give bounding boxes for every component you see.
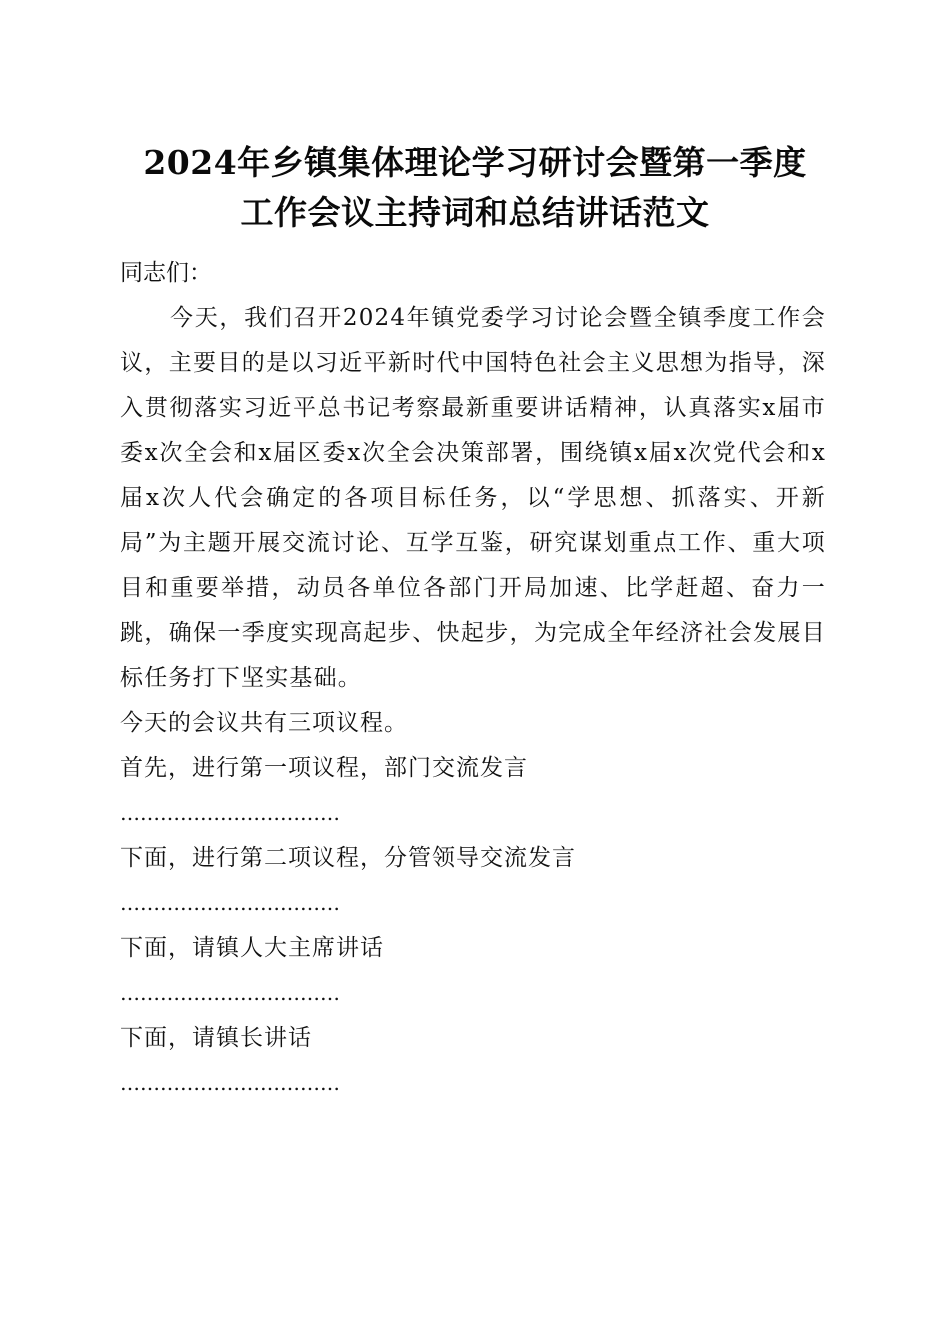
agenda-item-3-ellipsis: …………………………… <box>120 981 340 1005</box>
document-body <box>120 251 826 1106</box>
agenda-item-3: 下面，请镇人大主席讲话 <box>120 935 384 961</box>
agenda-item-4-ellipsis: …………………………… <box>120 1071 340 1095</box>
salutation: 同志们： <box>120 260 212 286</box>
agenda-intro: 今天的会议共有三项议程。 <box>120 710 408 736</box>
agenda-item-4: 下面，请镇长讲话 <box>120 1025 312 1051</box>
title-line-2: 工作会议主持词和总结讲话范文 <box>240 193 710 232</box>
agenda-item-1: 首先，进行第一项议程，部门交流发言 <box>120 755 528 781</box>
intro-paragraph: 今天，我们召开2024年镇党委学习讨论会暨全镇季度工作会议，主要目的是以习近平新时代中国特色社会主义思想为指导，深入贯彻落实习近平总书记考察最新重要讲话精神，认真落实x届市委x次全会和x届区委x次全会决策部署，围绕镇x届x次党代会和x届x次人代会确定的各项目标任务，以“学思想、抓落实、开新局”为主题开展交流讨论、互学互鉴，研究谋划重点工作、重大项目和重要举措，动员各单位各部门开局加速、比学赶超、奋力一跳，确保一季度实现高起步、快起步，为完成全年经济社会发展目标任务打下坚实基础。 <box>120 305 826 691</box>
agenda-item-1-ellipsis: …………………………… <box>120 801 340 825</box>
agenda-item-2-ellipsis: …………………………… <box>120 891 340 915</box>
title-line-1: 2024年乡镇集体理论学习研讨会暨第一季度 <box>143 143 807 182</box>
agenda-item-2: 下面，进行第二项议程，分管领导交流发言 <box>120 845 576 871</box>
document-title <box>100 138 850 238</box>
